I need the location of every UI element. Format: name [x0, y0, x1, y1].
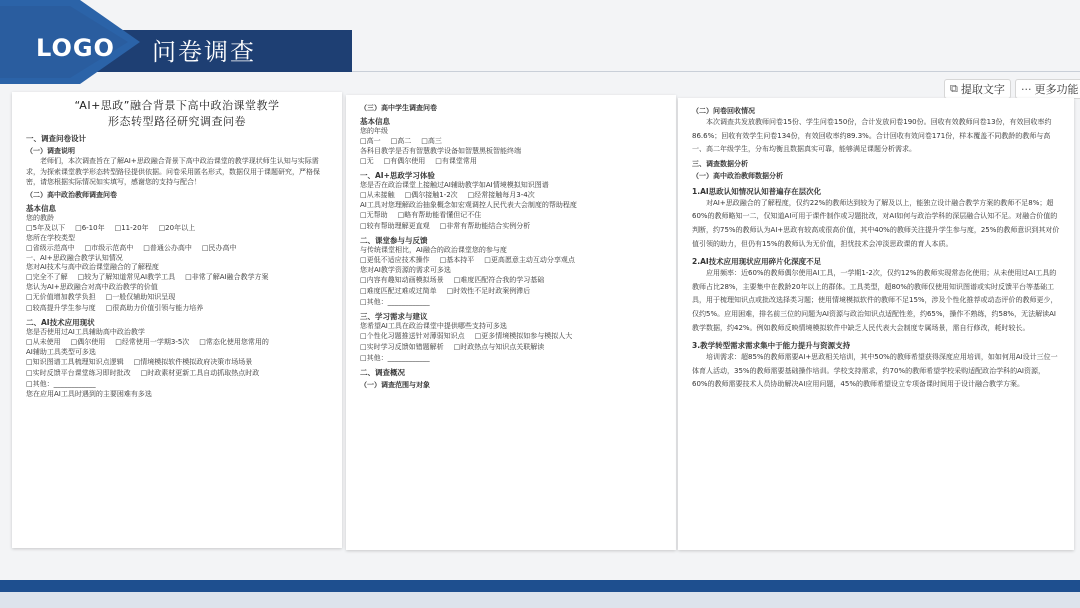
question-text: 您的教龄: [26, 213, 54, 222]
checkbox-option[interactable]: □较为了解知道常见AI教学工具: [77, 272, 176, 281]
section-heading: 一、调查问卷设计: [26, 134, 86, 143]
question-text: 与传统课堂相比，AI融合的政治课堂您的参与度: [360, 246, 507, 254]
paragraph: 培训需求：超85%的教师需要AI+思政相关培训，其中50%的教师希望获得深度应用培训，如如何用AI设计三位一体育人活动，35%的教师需要基础操作培训。学校支持需求，约70%的教师希望学校采购适配政治学科的AI资源，60%的教师需要技术人员协助解决AI应用问题，45%的教师希望设立专项备课时间用于设计融合教学方案。: [692, 353, 1058, 389]
checkbox-option[interactable]: □略有帮助能看懂但记不住: [397, 211, 482, 219]
checkbox-option[interactable]: □无: [360, 157, 374, 165]
checkbox-option[interactable]: □很高助力价值引领与能力培养: [105, 303, 204, 312]
more-functions-label: 更多功能: [1034, 83, 1079, 96]
subsection-heading: （一）调查范围与对象: [360, 381, 430, 389]
paragraph: 老师们，本次调查旨在了解AI+思政融合背景下高中政治课堂的教学现状师生认知与实际需求，为探索课堂教学形态转型路径提供依据。问卷采用匿名形式，数据仅用于课题研究，严格保密，请您根据实际情况如实填写，感谢您的支持与配合！: [26, 157, 320, 186]
document-title-line-2: 形态转型路径研究调查问卷: [108, 115, 246, 128]
option-row: [26, 292, 328, 303]
question-text: 您对AI教学资源的需求可多选: [360, 266, 451, 274]
checkbox-option[interactable]: □较有帮助理解更直观: [360, 222, 430, 230]
subsection-heading: （三）高中学生调查问卷: [360, 104, 437, 112]
checkbox-option[interactable]: □非常有帮助能结合实例分析: [439, 222, 531, 230]
option-row: [360, 190, 662, 201]
option-row: [360, 353, 662, 364]
option-row: [360, 275, 662, 286]
checkbox-option[interactable]: □内容有趣知动画模拟场景: [360, 276, 444, 284]
option-row: [360, 286, 662, 297]
checkbox-option[interactable]: □有偶尔使用: [383, 157, 426, 165]
checkbox-option[interactable]: □高三: [421, 137, 442, 145]
checkbox-option[interactable]: □偶尔使用: [70, 337, 106, 346]
subsection-heading: （二）问卷回收情况: [692, 107, 755, 115]
section-heading: 二、调查概况: [360, 368, 405, 377]
question-text: 您对AI技术与高中政治课堂融合的了解程度: [26, 262, 159, 271]
checkbox-option[interactable]: □高二: [390, 137, 412, 145]
checkbox-option[interactable]: □其他：____________: [26, 379, 96, 388]
footer-bar: [0, 580, 1080, 592]
checkbox-option[interactable]: □完全不了解: [26, 272, 68, 281]
checkbox-option[interactable]: □较高提升学生参与度: [26, 303, 96, 312]
section-heading: 1.AI思政认知情况认知普遍存在层次化: [692, 186, 822, 196]
option-row: [360, 342, 662, 353]
section-heading: 3.教学转型需求需求集中于能力提升与资源支持: [692, 341, 851, 351]
option-row: [360, 331, 662, 342]
option-row: [26, 243, 328, 254]
checkbox-option[interactable]: □一般仅辅助知识呈现: [105, 292, 176, 301]
section-heading: 基本信息: [360, 117, 390, 126]
more-functions-button[interactable]: [1015, 79, 1080, 99]
checkbox-option[interactable]: □时效性不足时政案例滞后: [446, 287, 531, 295]
option-row: [26, 303, 328, 314]
extract-text-label: 提取文字: [960, 83, 1005, 96]
checkbox-option[interactable]: □常态化使用您常用的: [199, 337, 269, 346]
section-heading: 一、AI+思政学习体验: [360, 171, 435, 180]
document-page-3[interactable]: [678, 98, 1074, 550]
checkbox-option[interactable]: □无价值增加教学负担: [26, 292, 96, 301]
checkbox-option[interactable]: □其他：____________: [360, 354, 430, 362]
checkbox-option[interactable]: □20年以上: [158, 223, 196, 232]
question-text: 您在应用AI工具时遇到的主要困难有多选: [26, 389, 152, 398]
header-divider: [352, 71, 1080, 72]
checkbox-option[interactable]: □经常接触每月3-4次: [467, 191, 535, 199]
checkbox-option[interactable]: □有课堂常用: [435, 157, 477, 165]
checkbox-option[interactable]: □基本持平: [439, 256, 475, 264]
checkbox-option[interactable]: □非常了解AI融合教学方案: [185, 272, 269, 281]
option-row: [360, 297, 662, 308]
extract-text-button[interactable]: [944, 79, 1011, 99]
subsection-heading: （一）高中政治教师数据分析: [692, 171, 783, 180]
checkbox-option[interactable]: □时政热点与知识点关联解读: [453, 343, 545, 351]
checkbox-option[interactable]: □难度匹配过难或过简单: [360, 287, 437, 295]
page-2-body: [360, 103, 662, 390]
more-dots-icon: ···: [1021, 82, 1032, 96]
question-text: 您的年级: [360, 127, 388, 135]
checkbox-option[interactable]: □情境模拟软件模拟政府决策市场场景: [133, 357, 253, 366]
page-title: 问卷调查: [152, 38, 256, 66]
document-title-line-1: “AI+思政”融合背景下高中政治课堂教学: [74, 99, 280, 112]
checkbox-option[interactable]: □更高愿意主动互动分享观点: [484, 256, 575, 264]
question-text: 您所在学校类型: [26, 233, 75, 242]
section-heading: 2.AI技术应用现状应用碎片化深度不足: [692, 257, 822, 267]
paragraph: 应用频率：近60%的教师偶尔使用AI工具，一学期1-2次，仅约12%的教师实现常态化使用；从未使用过AI工具的教师占比28%，主要集中在教龄20年以上的群体。工具类型，超80%的教师仅使用知识图谱或实时反馈平台等基础工具，用于梳理知识点或批改选择类习题；使用情境模拟软件的教师不足15%，涉及个性化推荐或动态评价的教师更少，仅约5%。应用困难，排名前三位的问题为AI资源与政治知识点适配性差，约65%，操作不熟练，约58%，无法解读AI教学数据，约42%。例如教师反映情境模拟软件中缺乏人民代表大会制度专属场景，需自行修改，耗时较长。: [692, 269, 1058, 332]
option-row: [360, 255, 662, 266]
subsection-heading: （二）高中政治教师调查问卷: [26, 190, 117, 199]
checkbox-option[interactable]: □5年及以下: [26, 223, 66, 232]
checkbox-option[interactable]: □省级示范高中: [26, 243, 75, 252]
question-text: 一、AI+思政融合教学认知情况: [26, 253, 123, 262]
subsection-heading: 三、调查数据分析: [692, 159, 748, 168]
checkbox-option[interactable]: □普通公办高中: [143, 243, 192, 252]
section-heading: 二、课堂参与与反馈: [360, 236, 428, 245]
checkbox-option[interactable]: □时政素材更新工具自动抓取热点时政: [140, 368, 260, 377]
document-page-2[interactable]: [346, 95, 676, 550]
checkbox-option[interactable]: □从未接触: [360, 191, 395, 199]
paragraph: 本次调查共发放教师问卷15份、学生问卷150份，合计发放问卷190份。回收有效教师问卷13份，有效回收率约86.6%；回收有效学生问卷134份，有效回收率约89.3%。合计回收有效问卷171份，样本覆盖不同教龄的教师与高一、高二年级学生，分布均衡且数据真实可靠，能够满足课题分析需求。: [692, 118, 1052, 154]
question-text: 您是否使用过AI工具辅助高中政治教学: [26, 327, 145, 336]
checkbox-option[interactable]: □高一: [360, 137, 381, 145]
page-1-body: [26, 133, 328, 399]
paragraph: 对AI+思政融合的了解程度，仅约22%的教师达到较为了解及以上，能独立设计融合教学方案的教师不足8%；超60%的教师略知一二，仅知道AI可用于课件制作或习题批改，对AI如何与政治学科的深层融合认知不足。对融合价值的判断，约75%的教师认为AI+思政有较高或很高价值，其中40%的教师关注提升学生参与度，25%的教师意识到其对价值引领的助力，但仍有15%的教师认为无价值，担忧技术会冲淡思政课的育人本质。: [692, 198, 1060, 248]
checkbox-option[interactable]: □11-20年: [114, 223, 149, 232]
question-text: 各科目教学是否有智慧教学设备如智慧黑板智能终端: [360, 147, 521, 155]
checkbox-option[interactable]: □偶尔接触1-2次: [404, 191, 458, 199]
logo: LOGO: [36, 34, 115, 62]
checkbox-option[interactable]: □民办高中: [201, 243, 237, 252]
checkbox-option[interactable]: □市级示范高中: [84, 243, 134, 252]
checkbox-option[interactable]: □6-10年: [75, 223, 105, 232]
option-row: [360, 136, 662, 147]
question-text: AI工具对您理解政治抽象概念如宏观调控人民代表大会制度的帮助程度: [360, 201, 577, 209]
option-row: [360, 156, 662, 167]
section-heading: 二、AI技术应用现状: [26, 317, 95, 327]
option-row: [26, 272, 328, 283]
document-page-1[interactable]: [12, 92, 342, 548]
section-heading: 基本信息: [26, 203, 56, 213]
option-row: [26, 368, 328, 379]
checkbox-option[interactable]: □实时反馈平台课堂练习即时批改: [26, 368, 131, 377]
option-row: [26, 357, 328, 368]
page-3-body: [692, 106, 1060, 392]
subsection-heading: （一）调查说明: [26, 147, 75, 155]
question-text: 您希望AI工具在政治课堂中提供哪些支持可多选: [360, 322, 507, 330]
checkbox-option[interactable]: □实时学习反馈如错题解析: [360, 343, 444, 351]
option-row: [360, 210, 662, 221]
section-heading: 三、学习需求与建议: [360, 312, 428, 321]
checkbox-option[interactable]: □无帮助: [360, 211, 388, 219]
checkbox-option[interactable]: □更低不适应技术操作: [360, 256, 430, 264]
checkbox-option[interactable]: □从未使用: [26, 337, 61, 346]
option-row: [26, 223, 328, 234]
footer-strip: [0, 592, 1080, 608]
checkbox-option[interactable]: □经常使用一学期3-5次: [115, 337, 190, 346]
question-text: 您认为AI+思政融合对高中政治教学的价值: [26, 282, 158, 291]
question-text: 您是否在政治课堂上接触过AI辅助教学如AI情境模拟知识图谱: [360, 181, 549, 189]
checkbox-option[interactable]: □其他：____________: [360, 298, 430, 306]
option-row: [26, 379, 328, 390]
checkbox-option[interactable]: □个性化习题推送针对薄弱知识点: [360, 332, 465, 340]
option-row: [26, 337, 328, 348]
text-extract-icon: ⧉: [950, 82, 958, 95]
option-row: [360, 221, 662, 232]
checkbox-option[interactable]: □知识图谱工具梳理知识点逻辑: [26, 357, 124, 366]
question-text: AI辅助工具类型可多选: [26, 347, 96, 356]
checkbox-option[interactable]: □难度匹配符合我的学习基础: [453, 276, 545, 284]
checkbox-option[interactable]: □更多情境模拟如参与模拟人大: [474, 332, 573, 340]
